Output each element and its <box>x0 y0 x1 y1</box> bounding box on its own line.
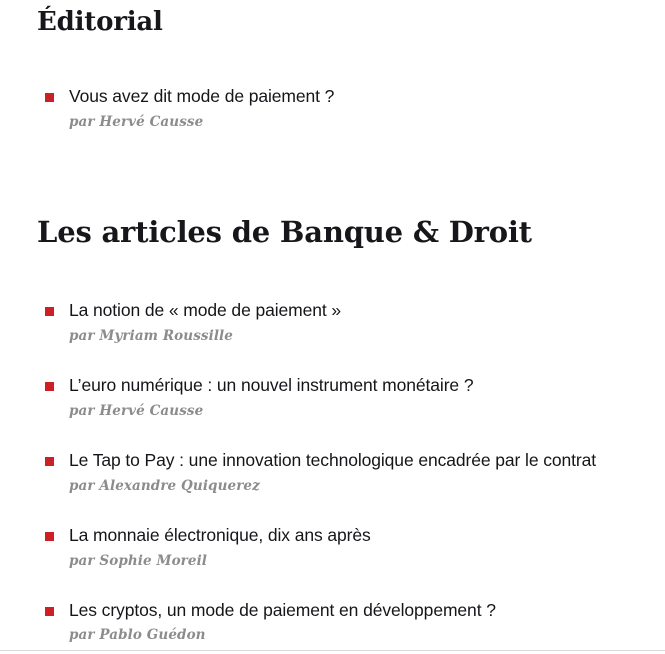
article-author: par Myriam Roussille <box>69 327 233 344</box>
bottom-divider <box>0 650 665 651</box>
section-heading-editorial: Éditorial <box>37 7 163 37</box>
article-title[interactable]: Vous avez dit mode de paiement ? <box>69 85 335 106</box>
red-square-bullet-icon <box>45 382 54 391</box>
article-title[interactable]: La monnaie électronique, dix ans après <box>69 524 371 545</box>
section-banque-et-droit <box>0 216 665 645</box>
red-square-bullet-icon <box>45 307 54 316</box>
list-item[interactable] <box>0 449 665 495</box>
article-author: par Pablo Guédon <box>69 627 206 644</box>
red-square-bullet-icon <box>45 457 54 466</box>
article-author: par Alexandre Quiquerez <box>69 477 260 494</box>
list-item[interactable] <box>0 524 665 570</box>
red-square-bullet-icon <box>45 532 54 541</box>
list-item[interactable] <box>0 374 665 420</box>
list-item[interactable] <box>0 85 665 131</box>
article-title[interactable]: La notion de « mode de paiement » <box>69 300 342 321</box>
article-title[interactable]: Les cryptos, un mode de paiement en développement ? <box>69 599 496 620</box>
list-item[interactable] <box>0 599 665 645</box>
article-title[interactable]: L’euro numérique : un nouvel instrument monétaire ? <box>69 375 474 396</box>
list-item[interactable] <box>0 299 665 345</box>
section-heading-banque-et-droit: Les articles de Banque & Droit <box>37 215 532 249</box>
article-author: par Sophie Moreil <box>69 552 208 569</box>
red-square-bullet-icon <box>45 607 54 616</box>
article-list-editorial <box>0 85 665 131</box>
article-list-banque-et-droit <box>0 299 665 644</box>
article-author: par Hervé Causse <box>69 113 204 130</box>
red-square-bullet-icon <box>45 93 54 102</box>
article-author: par Hervé Causse <box>69 402 204 419</box>
section-editorial <box>0 8 665 131</box>
article-title[interactable]: Le Tap to Pay : une innovation technologique encadrée par le contrat <box>69 450 597 471</box>
